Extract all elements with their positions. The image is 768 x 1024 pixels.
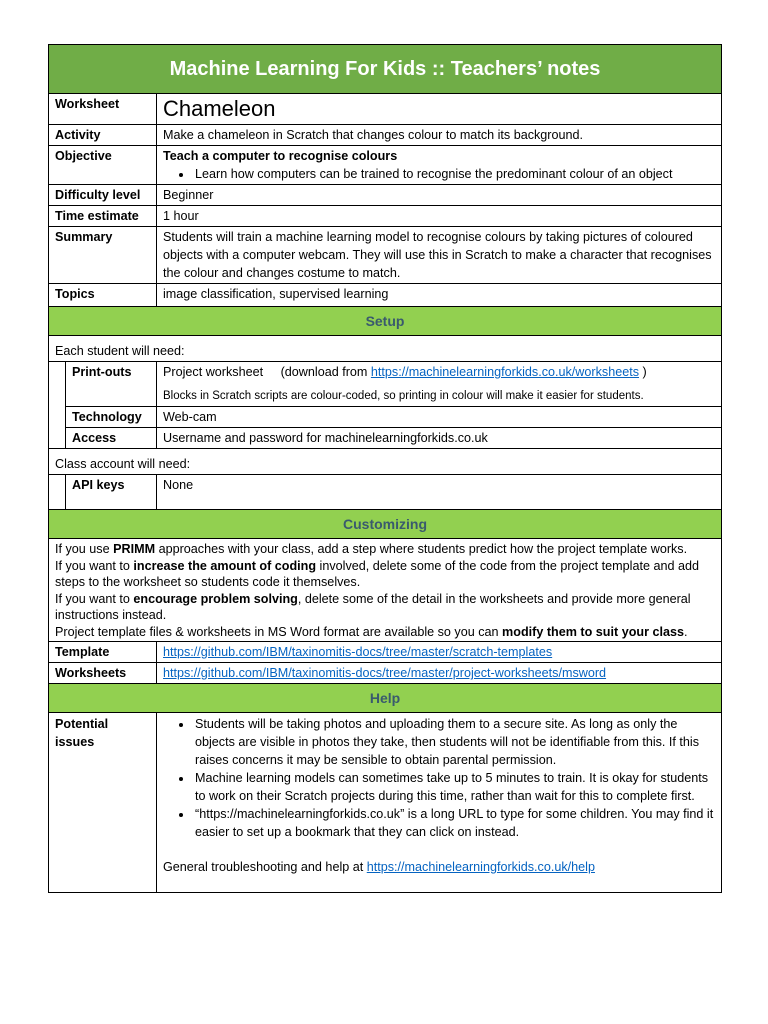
issues-label: Potential issues xyxy=(49,713,157,893)
student-intro: Each student will need: xyxy=(49,336,722,362)
customizing-text-row xyxy=(49,539,722,642)
access-value: Username and password for machinelearningforkids.co.uk xyxy=(157,428,722,449)
objective-list xyxy=(163,165,715,183)
printouts-cell xyxy=(157,362,722,407)
help-heading: Help xyxy=(49,684,722,713)
worksheet-row xyxy=(49,94,722,125)
activity-label: Activity xyxy=(49,125,157,146)
worksheet-value: Chameleon xyxy=(157,94,722,125)
summary-label: Summary xyxy=(49,227,157,284)
customizing-text xyxy=(49,539,722,642)
template-row xyxy=(49,642,722,663)
time-row xyxy=(49,206,722,227)
topics-value: image classification, supervised learning xyxy=(157,284,722,307)
issues-row xyxy=(49,713,722,893)
setup-section xyxy=(49,307,722,336)
printouts-download-pre: (download from xyxy=(280,365,368,379)
setup-heading: Setup xyxy=(49,307,722,336)
customizing-section xyxy=(49,510,722,539)
worksheets-link[interactable]: https://github.com/IBM/taxinomitis-docs/tree/master/project-worksheets/msword xyxy=(163,666,607,680)
notes-table xyxy=(48,44,722,893)
help-section xyxy=(49,684,722,713)
objective-row xyxy=(49,146,722,185)
time-value: 1 hour xyxy=(157,206,722,227)
difficulty-row xyxy=(49,185,722,206)
page-title: Machine Learning For Kids :: Teachers’ notes xyxy=(49,45,722,94)
printouts-value: Project worksheet xyxy=(163,365,264,379)
topics-label: Topics xyxy=(49,284,157,307)
template-label: Template xyxy=(49,642,157,663)
teachers-notes-sheet xyxy=(48,44,721,893)
class-intro: Class account will need: xyxy=(49,449,722,475)
difficulty-label: Difficulty level xyxy=(49,185,157,206)
topics-row xyxy=(49,284,722,307)
worksheets-cell xyxy=(157,663,722,684)
printouts-line xyxy=(163,363,715,381)
printouts-label: Print-outs xyxy=(66,362,157,407)
template-link[interactable]: https://github.com/IBM/taxinomitis-docs/tree/master/scratch-templates xyxy=(163,645,553,659)
class-intro-row xyxy=(49,449,722,475)
apikeys-value: None xyxy=(157,475,722,510)
troubleshooting-line: General troubleshooting and help at https://machinelearningforkids.co.uk/help xyxy=(163,860,595,874)
apikeys-row xyxy=(49,475,722,510)
time-label: Time estimate xyxy=(49,206,157,227)
worksheets-row xyxy=(49,663,722,684)
help-link[interactable]: https://machinelearningforkids.co.uk/help xyxy=(366,860,595,874)
apikeys-label: API keys xyxy=(66,475,157,510)
issue-item: • Students will be taking photos and uploading them to a secure site. As long as only the objects are visible in photos they take, then students will not be identifiable from this. If this raises concerns it may be sensible to obtain parental permission. xyxy=(193,715,715,769)
objective-bullet: • Learn how computers can be trained to recognise the predominant colour of an object xyxy=(193,165,715,183)
objective-cell xyxy=(157,146,722,185)
summary-value: Students will train a machine learning model to recognise colours by taking pictures of coloured objects with a computer webcam. They will use this in Scratch to make a character that recognises the colour and changes costume to match. xyxy=(157,227,722,284)
issues-cell xyxy=(157,713,722,893)
customizing-p4: Project template files & worksheets in MS Word format are available so you can modify them to suit your class. xyxy=(55,624,688,639)
customizing-heading: Customizing xyxy=(49,510,722,539)
customizing-p3: If you want to encourage problem solving, delete some of the detail in the worksheets and provide more general instructions instead. xyxy=(55,591,691,622)
worksheets-download-link[interactable]: https://machinelearningforkids.co.uk/worksheets xyxy=(370,365,640,379)
summary-row xyxy=(49,227,722,284)
objective-label: Objective xyxy=(49,146,157,185)
printouts-row xyxy=(49,362,722,407)
issue-item: • Machine learning models can sometimes take up to 5 minutes to train. It is okay for students to work on their Scratch projects during this time, rather than wait for this to complete first. xyxy=(193,769,715,805)
technology-value: Web-cam xyxy=(157,407,722,428)
issue-item: • “https://machinelearningforkids.co.uk” is a long URL to type for some children. You may find it easier to set up a bookmark that they can click on instead. xyxy=(193,805,715,841)
worksheet-label: Worksheet xyxy=(49,94,157,125)
customizing-p2: If you want to increase the amount of coding involved, delete some of the code from the project template and add steps to the worksheet so students code it themselves. xyxy=(55,558,699,589)
printouts-note: Blocks in Scratch scripts are colour-coded, so printing in colour will make it easier for students. xyxy=(163,390,644,402)
issues-list xyxy=(163,715,715,841)
access-row xyxy=(49,428,722,449)
technology-label: Technology xyxy=(66,407,157,428)
access-label: Access xyxy=(66,428,157,449)
objective-heading: Teach a computer to recognise colours xyxy=(163,149,398,163)
customizing-p1: If you use PRIMM approaches with your class, add a step where students predict how the project template works. xyxy=(55,542,688,556)
activity-value: Make a chameleon in Scratch that changes colour to match its background. xyxy=(157,125,722,146)
technology-row xyxy=(49,407,722,428)
student-intro-row xyxy=(49,336,722,362)
title-row xyxy=(49,45,722,94)
printouts-download-post: ) xyxy=(642,365,647,379)
template-cell xyxy=(157,642,722,663)
difficulty-value: Beginner xyxy=(157,185,722,206)
worksheets-label: Worksheets xyxy=(49,663,157,684)
activity-row xyxy=(49,125,722,146)
